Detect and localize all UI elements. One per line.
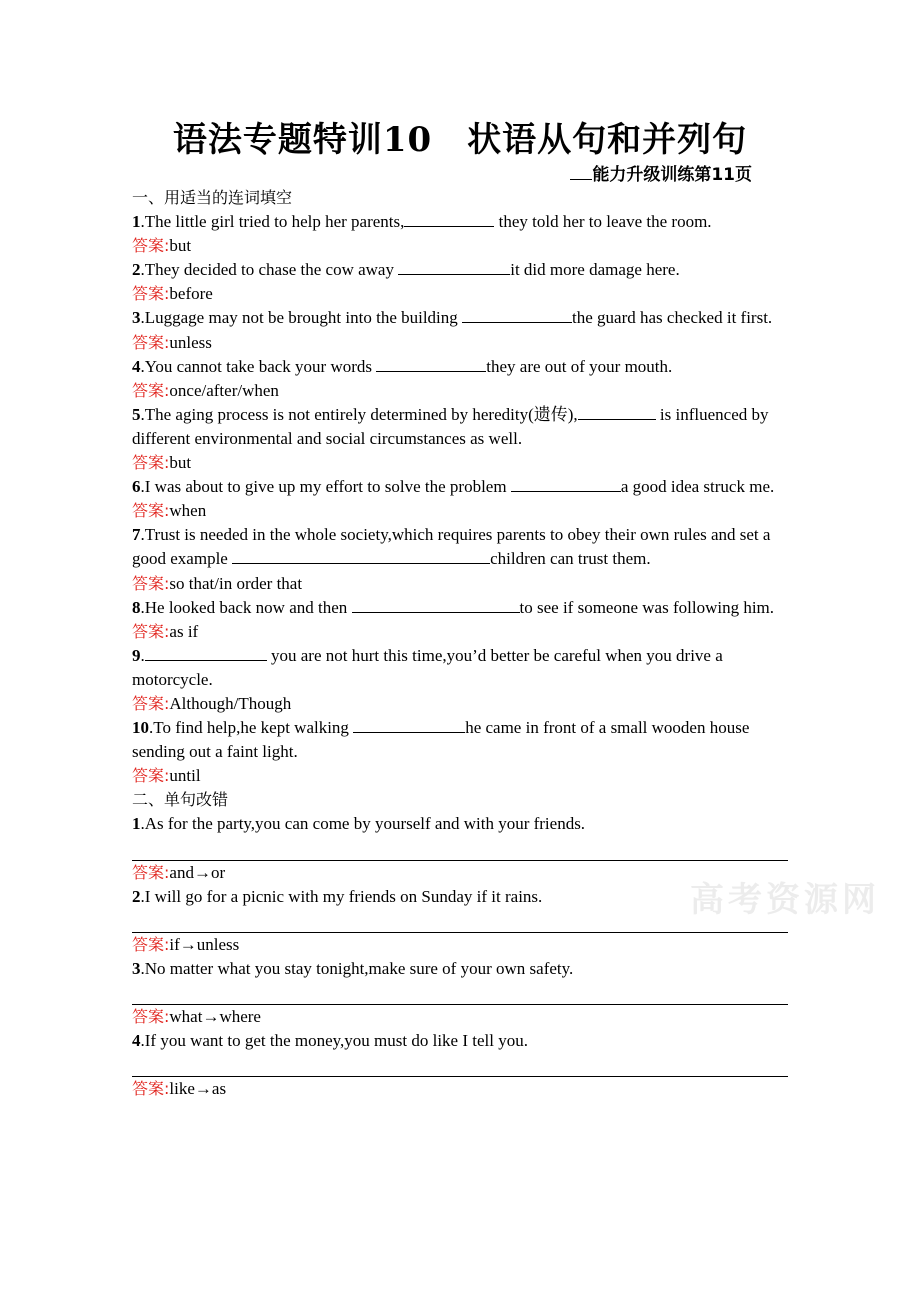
question-item [132,523,788,571]
question-number: 9 [132,645,141,665]
question-dot: . [140,645,145,665]
answer-line [132,451,788,475]
correction-answer-line[interactable] [132,981,788,1005]
answer-blank[interactable] [232,549,490,564]
question-text-before: He looked back now and then [144,597,352,617]
answer-blank[interactable] [145,646,267,661]
answer-blank[interactable] [353,718,465,733]
answer-label: 答案 [132,380,165,400]
answer-colon: : [164,453,170,473]
answer-label: 答案 [132,573,165,593]
question-item [132,957,788,981]
answer-colon: : [164,573,170,593]
answer-value: so that/in order that [169,573,303,593]
question-text-after: they are out of your mouth. [486,356,673,376]
question-text: No matter what you stay tonight,make sure of your own safety. [144,958,574,978]
correction-answer-line[interactable] [132,837,788,861]
answer-colon: : [164,862,170,882]
question-number: 3 [132,958,141,978]
watermark: 高考资源网 [690,880,880,920]
answer-blank[interactable] [578,405,656,420]
page-title: 语法专题特训10 状语从句和并列句 [172,120,748,160]
correction-answer-line[interactable] [132,1053,788,1077]
question-item [132,644,788,692]
question-dot: . [140,525,145,545]
answer-label: 答案 [132,766,165,786]
question-dot: . [140,477,145,497]
question-dot: . [140,886,145,906]
question-number: 4 [132,1031,141,1050]
answer-line [132,933,788,957]
question-item [132,716,788,764]
answer-label: 答案 [132,332,165,352]
answer-line [132,861,788,885]
question-number: 6 [132,477,141,497]
question-dot: . [140,308,145,328]
answer-line [132,499,788,523]
section1-heading: 一、用适当的连词填空 [132,188,293,207]
question-text-after: the guard has checked it first. [572,308,773,328]
question-text-before: The aging process is not entirely determined by heredity(遗传), [144,404,578,424]
answer-colon: : [164,693,170,713]
question-item [132,596,788,620]
question-text-after: a good idea struck me. [620,477,775,497]
question-text: As for the party,you can come by yourself and with your friends. [144,814,586,834]
answer-value: as if [169,621,199,641]
question-number: 10 [132,718,149,738]
subtitle-text: 能力升级训练第11页 [592,165,752,185]
answer-label: 答案 [132,934,165,954]
section1-list [132,210,788,788]
section2-heading: 二、单句改错 [132,790,229,810]
answer-label: 答案 [132,236,165,256]
question-text-after: he came in front of a small wooden house sending out a faint light. [132,718,750,762]
question-item [132,403,788,451]
answer-value: like→as [169,1079,227,1099]
question-text: I will go for a picnic with my friends on Sunday if it rains. [144,886,543,906]
answer-colon: : [164,501,170,521]
answer-value: when [169,501,207,521]
answer-blank[interactable] [398,260,510,275]
question-item [132,475,788,499]
subtitle-underline [570,165,592,180]
answer-colon: : [164,1006,170,1026]
answer-label: 答案 [132,1006,165,1026]
question-number: 2 [132,260,141,280]
question-item [132,306,788,330]
question-item [132,1029,788,1053]
question-item [132,355,788,379]
answer-line [132,234,788,258]
question-item [132,812,788,836]
page-subtitle [570,160,752,185]
answer-label: 答案 [132,501,165,521]
answer-colon: : [164,284,170,304]
answer-line [132,1005,788,1029]
question-text-after: is influenced by different environmental and social circumstances as well. [132,404,769,448]
question-item [132,258,788,282]
answer-label: 答案 [132,693,165,713]
answer-colon: : [164,332,170,352]
question-text-before: I was about to give up my effort to solve the problem [144,477,511,497]
question-text-before: They decided to chase the cow away [144,260,399,280]
answer-line [132,379,788,403]
question-text-before: Luggage may not be brought into the building [144,308,463,328]
question-text-after: it did more damage here. [510,260,680,280]
question-item [132,885,788,909]
answer-blank[interactable] [404,212,494,227]
answer-line [132,1077,788,1101]
question-dot: . [149,718,154,738]
answer-label: 答案 [132,621,165,641]
question-text: If you want to get the money,you must do like I tell you. [144,1031,528,1050]
question-number: 1 [132,814,141,834]
question-number: 4 [132,356,141,376]
answer-line [132,764,788,788]
answer-colon: : [164,380,170,400]
correction-answer-line[interactable] [132,909,788,933]
question-number: 1 [132,212,141,232]
section2-list [132,812,788,1101]
answer-value: before [169,284,213,304]
question-text-after: to see if someone was following him. [519,597,775,617]
answer-line [132,572,788,596]
question-text-after: children can trust them. [490,549,651,569]
answer-value: until [169,766,201,786]
answer-blank[interactable] [376,357,486,372]
answer-colon: : [164,621,170,641]
question-number: 3 [132,308,141,328]
question-text-before: To find help,he kept walking [153,718,354,738]
question-dot: . [140,212,145,232]
answer-blank[interactable] [352,598,520,613]
answer-value: but [169,453,192,473]
answer-blank[interactable] [511,477,621,492]
question-dot: . [140,404,145,424]
question-text-after: they told her to leave the room. [494,212,712,232]
answer-value: if→unless [169,934,240,954]
question-dot: . [140,958,145,978]
answer-value: unless [169,332,212,352]
question-dot: . [140,356,145,376]
question-dot: . [140,814,145,834]
question-number: 8 [132,597,141,617]
question-dot: . [140,260,145,280]
answer-value: but [169,236,192,256]
question-item [132,210,788,234]
worksheet-body [132,186,788,1101]
question-number: 2 [132,886,141,906]
answer-blank[interactable] [462,308,572,323]
answer-line [132,331,788,355]
question-number: 5 [132,404,141,424]
answer-value: and→or [169,862,226,882]
answer-label: 答案 [132,284,165,304]
answer-colon: : [164,236,170,256]
answer-colon: : [164,1079,170,1099]
answer-colon: : [164,766,170,786]
answer-value: what→where [169,1006,261,1026]
answer-line [132,282,788,306]
question-dot: . [140,597,145,617]
answer-line [132,620,788,644]
answer-label: 答案 [132,1079,165,1099]
answer-line [132,692,788,716]
answer-colon: : [164,934,170,954]
question-dot: . [140,1031,145,1050]
answer-label: 答案 [132,453,165,473]
answer-value: Although/Though [169,693,292,713]
answer-value: once/after/when [169,380,279,400]
answer-label: 答案 [132,862,165,882]
question-text-after: you are not hurt this time,you’d better be careful when you drive a motorcycle. [132,645,723,689]
question-text-before: You cannot take back your words [144,356,377,376]
question-text-before: The little girl tried to help her parents, [144,212,405,232]
question-text-before: Trust is needed in the whole society,which requires parents to obey their own rules and set a good example [132,525,771,569]
question-number: 7 [132,525,141,545]
